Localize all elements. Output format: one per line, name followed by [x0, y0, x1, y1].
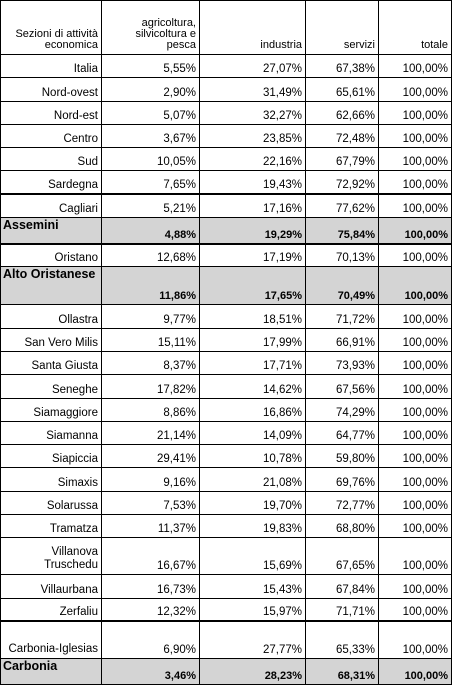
cell-agriculture: 3,67% [102, 124, 200, 147]
cell-industry: 17,19% [200, 244, 306, 267]
cell-industry: 22,16% [200, 148, 306, 171]
cell-industry: 31,49% [200, 78, 306, 101]
table-row [1, 398, 452, 421]
table-row [1, 468, 452, 491]
cell-total: 100,00% [379, 244, 452, 267]
cell-agriculture: 2,90% [102, 78, 200, 101]
cell-agriculture: 11,86% [102, 267, 200, 305]
row-label: Siamaggiore [1, 398, 102, 421]
cell-industry: 32,27% [200, 101, 306, 124]
table-row [1, 194, 452, 217]
header-services: servizi [306, 1, 379, 55]
table-row [1, 101, 452, 124]
cell-total: 100,00% [379, 621, 452, 658]
table-row [1, 491, 452, 514]
cell-agriculture: 21,14% [102, 421, 200, 444]
cell-total: 100,00% [379, 351, 452, 374]
row-label: Santa Giusta [1, 351, 102, 374]
table-row [1, 244, 452, 267]
cell-total: 100,00% [379, 305, 452, 328]
table-row [1, 328, 452, 351]
row-label: Simaxis [1, 468, 102, 491]
cell-agriculture: 8,37% [102, 351, 200, 374]
cell-services: 65,33% [306, 621, 379, 658]
cell-total: 100,00% [379, 375, 452, 398]
row-label: Tramatza [1, 515, 102, 538]
highlighted-row [1, 218, 452, 244]
table-row [1, 515, 452, 538]
cell-services: 68,31% [306, 658, 379, 684]
cell-services: 72,48% [306, 124, 379, 147]
highlighted-row [1, 658, 452, 684]
cell-total: 100,00% [379, 598, 452, 621]
cell-industry: 14,09% [200, 421, 306, 444]
cell-industry: 19,29% [200, 218, 306, 244]
cell-total: 100,00% [379, 538, 452, 575]
cell-services: 71,71% [306, 598, 379, 621]
cell-services: 77,62% [306, 194, 379, 217]
cell-total: 100,00% [379, 398, 452, 421]
cell-services: 74,29% [306, 398, 379, 421]
cell-total: 100,00% [379, 124, 452, 147]
cell-services: 67,84% [306, 575, 379, 598]
highlighted-row [1, 267, 452, 305]
cell-services: 72,92% [306, 171, 379, 194]
cell-agriculture: 12,32% [102, 598, 200, 621]
cell-industry: 19,70% [200, 491, 306, 514]
cell-services: 67,65% [306, 538, 379, 575]
table-header-row [1, 1, 452, 55]
row-label: Villanova Truschedu [1, 538, 102, 575]
cell-services: 75,84% [306, 218, 379, 244]
cell-agriculture: 10,05% [102, 148, 200, 171]
cell-industry: 16,86% [200, 398, 306, 421]
row-label: Sud [1, 148, 102, 171]
table-row [1, 171, 452, 194]
cell-total: 100,00% [379, 658, 452, 684]
cell-services: 67,38% [306, 55, 379, 78]
cell-agriculture: 9,77% [102, 305, 200, 328]
row-label: Siapiccia [1, 445, 102, 468]
row-label: San Vero Milis [1, 328, 102, 351]
header-total: totale [379, 1, 452, 55]
row-label: Carbonia-Iglesias [1, 621, 102, 658]
table-row [1, 124, 452, 147]
cell-industry: 17,65% [200, 267, 306, 305]
cell-total: 100,00% [379, 515, 452, 538]
cell-industry: 19,83% [200, 515, 306, 538]
row-label: Italia [1, 55, 102, 78]
cell-services: 73,93% [306, 351, 379, 374]
cell-total: 100,00% [379, 445, 452, 468]
table-row [1, 351, 452, 374]
table-row [1, 621, 452, 658]
cell-agriculture: 11,37% [102, 515, 200, 538]
table-row [1, 55, 452, 78]
cell-services: 69,76% [306, 468, 379, 491]
table-row [1, 148, 452, 171]
row-label: Zerfaliu [1, 598, 102, 621]
cell-agriculture: 17,82% [102, 375, 200, 398]
cell-services: 70,49% [306, 267, 379, 305]
cell-total: 100,00% [379, 491, 452, 514]
cell-industry: 27,77% [200, 621, 306, 658]
cell-total: 100,00% [379, 421, 452, 444]
row-label: Centro [1, 124, 102, 147]
row-label: Siamanna [1, 421, 102, 444]
cell-agriculture: 29,41% [102, 445, 200, 468]
cell-industry: 21,08% [200, 468, 306, 491]
cell-agriculture: 6,90% [102, 621, 200, 658]
header-industry: industria [200, 1, 306, 55]
cell-services: 67,56% [306, 375, 379, 398]
cell-industry: 17,99% [200, 328, 306, 351]
row-label: Oristano [1, 244, 102, 267]
cell-industry: 27,07% [200, 55, 306, 78]
cell-total: 100,00% [379, 468, 452, 491]
row-label: Alto Oristanese [1, 267, 102, 305]
cell-services: 64,77% [306, 421, 379, 444]
cell-total: 100,00% [379, 194, 452, 217]
cell-agriculture: 5,21% [102, 194, 200, 217]
cell-services: 65,61% [306, 78, 379, 101]
row-label: Sardegna [1, 171, 102, 194]
table-row [1, 575, 452, 598]
row-label: Assemini [1, 218, 102, 244]
row-label: Nord-est [1, 101, 102, 124]
cell-services: 71,72% [306, 305, 379, 328]
cell-industry: 19,43% [200, 171, 306, 194]
table-row [1, 538, 452, 575]
table-row [1, 305, 452, 328]
row-label: Nord-ovest [1, 78, 102, 101]
cell-agriculture: 3,46% [102, 658, 200, 684]
cell-agriculture: 4,88% [102, 218, 200, 244]
cell-agriculture: 16,67% [102, 538, 200, 575]
cell-industry: 17,16% [200, 194, 306, 217]
cell-services: 68,80% [306, 515, 379, 538]
cell-services: 72,77% [306, 491, 379, 514]
cell-industry: 15,69% [200, 538, 306, 575]
cell-agriculture: 12,68% [102, 244, 200, 267]
cell-total: 100,00% [379, 328, 452, 351]
table-row [1, 445, 452, 468]
cell-industry: 10,78% [200, 445, 306, 468]
cell-agriculture: 5,55% [102, 55, 200, 78]
cell-services: 66,91% [306, 328, 379, 351]
cell-agriculture: 7,53% [102, 491, 200, 514]
cell-services: 70,13% [306, 244, 379, 267]
cell-industry: 15,43% [200, 575, 306, 598]
cell-total: 100,00% [379, 55, 452, 78]
cell-industry: 23,85% [200, 124, 306, 147]
cell-agriculture: 8,86% [102, 398, 200, 421]
row-label: Seneghe [1, 375, 102, 398]
table-row [1, 598, 452, 621]
cell-agriculture: 9,16% [102, 468, 200, 491]
cell-agriculture: 15,11% [102, 328, 200, 351]
cell-total: 100,00% [379, 171, 452, 194]
row-label: Ollastra [1, 305, 102, 328]
header-sector: Sezioni di attività economica [1, 1, 102, 55]
table-row [1, 78, 452, 101]
row-label: Villaurbana [1, 575, 102, 598]
table-row [1, 375, 452, 398]
cell-agriculture: 5,07% [102, 101, 200, 124]
table-row [1, 421, 452, 444]
cell-services: 59,80% [306, 445, 379, 468]
header-agriculture: agricoltura, silvicoltura e pesca [102, 1, 200, 55]
row-label: Cagliari [1, 194, 102, 217]
cell-industry: 14,62% [200, 375, 306, 398]
cell-total: 100,00% [379, 218, 452, 244]
row-label: Carbonia [1, 658, 102, 684]
cell-total: 100,00% [379, 101, 452, 124]
cell-industry: 17,71% [200, 351, 306, 374]
row-label: Solarussa [1, 491, 102, 514]
cell-services: 67,79% [306, 148, 379, 171]
cell-agriculture: 7,65% [102, 171, 200, 194]
cell-industry: 28,23% [200, 658, 306, 684]
cell-services: 62,66% [306, 101, 379, 124]
cell-total: 100,00% [379, 267, 452, 305]
cell-industry: 18,51% [200, 305, 306, 328]
cell-total: 100,00% [379, 575, 452, 598]
cell-industry: 15,97% [200, 598, 306, 621]
cell-total: 100,00% [379, 148, 452, 171]
cell-total: 100,00% [379, 78, 452, 101]
cell-agriculture: 16,73% [102, 575, 200, 598]
